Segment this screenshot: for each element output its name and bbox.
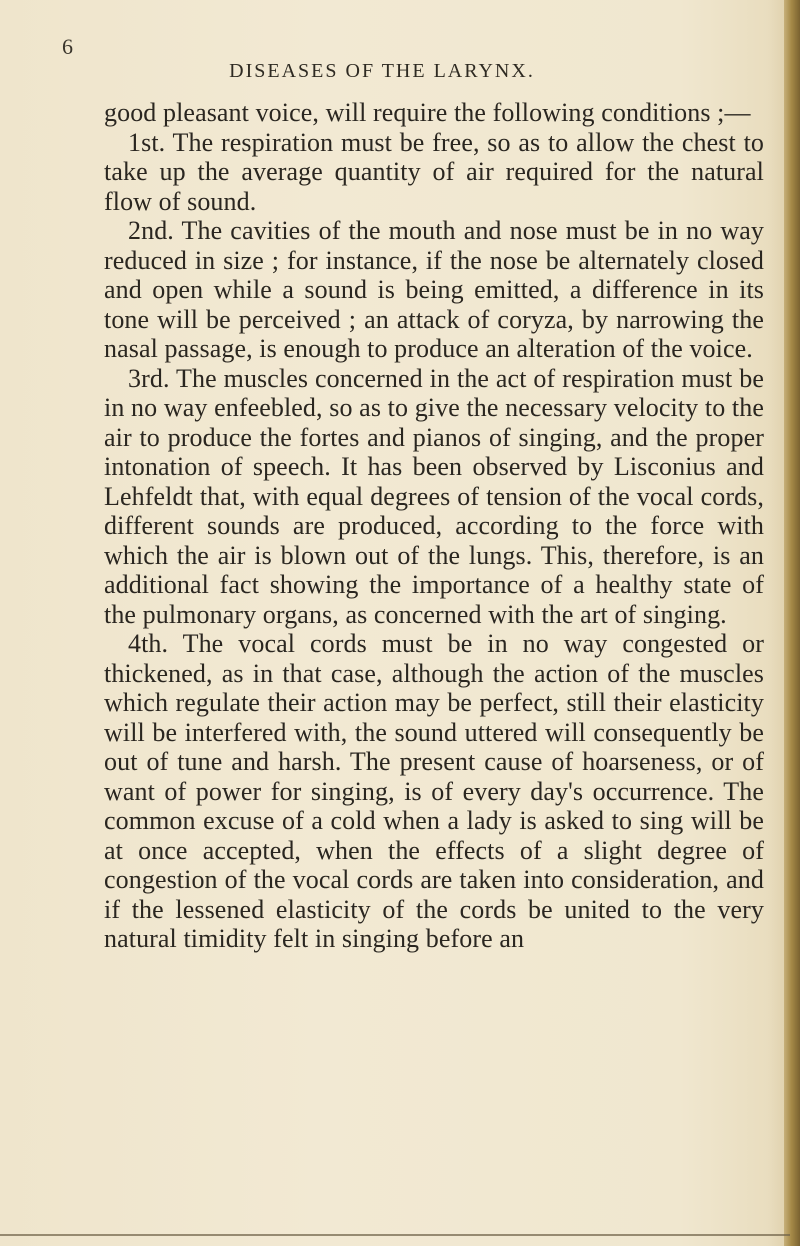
paragraph-fourth-condition: 4th. The vocal cords must be in no way congested or thickened, as in that case, although the action of the muscles which regulate their action may be perfect, still their elasticity will be interfered with, the sound uttered will consequently be out of tune and harsh. The present cause of hoarseness, or of want of power for singing, is of every day's occurrence. The common excuse of a cold when a lady is asked to sing will be at once accepted, when the effects of a slight degree of congestion of the vocal cords are taken into consideration, and if the lessened elasticity of the cords be united to the very natural timidity felt in singing before an xyxy=(104,629,764,953)
page-edge xyxy=(784,0,800,1246)
paragraph-second-condition: 2nd. The cavities of the mouth and nose must be in no way reduced in size ; for instance, if the nose be alternately closed and open while a sound is being emitted, a difference in its tone will be perceived ; an attack of coryza, by narrowing the nasal passage, is enough to produce an alteration of the voice. xyxy=(104,216,764,363)
paragraph-continuation: good pleasant voice, will require the following conditions ;— xyxy=(104,98,751,127)
running-head: DISEASES OF THE LARYNX. xyxy=(229,60,535,82)
paragraph-first-condition: 1st. The respiration must be free, so as to allow the chest to take up the average quantity of air required for the natural flow of sound. xyxy=(104,127,764,216)
body-text xyxy=(104,98,764,954)
bottom-rule xyxy=(0,1234,790,1236)
paragraph-third-condition: 3rd. The muscles concerned in the act of respiration must be in no way enfeebled, so as to give the necessary velocity to the air to produce the fortes and pianos of singing, and the proper intonation of speech. It has been observed by Lisconius and Lehfeldt that, with equal degrees of tension of the vocal cords, different sounds are produced, according to the force with which the air is blown out of the lungs. This, therefore, is an additional fact showing the importance of a healthy state of the pulmonary organs, as concerned with the art of singing. xyxy=(104,363,764,629)
page-number: 6 xyxy=(62,34,73,59)
